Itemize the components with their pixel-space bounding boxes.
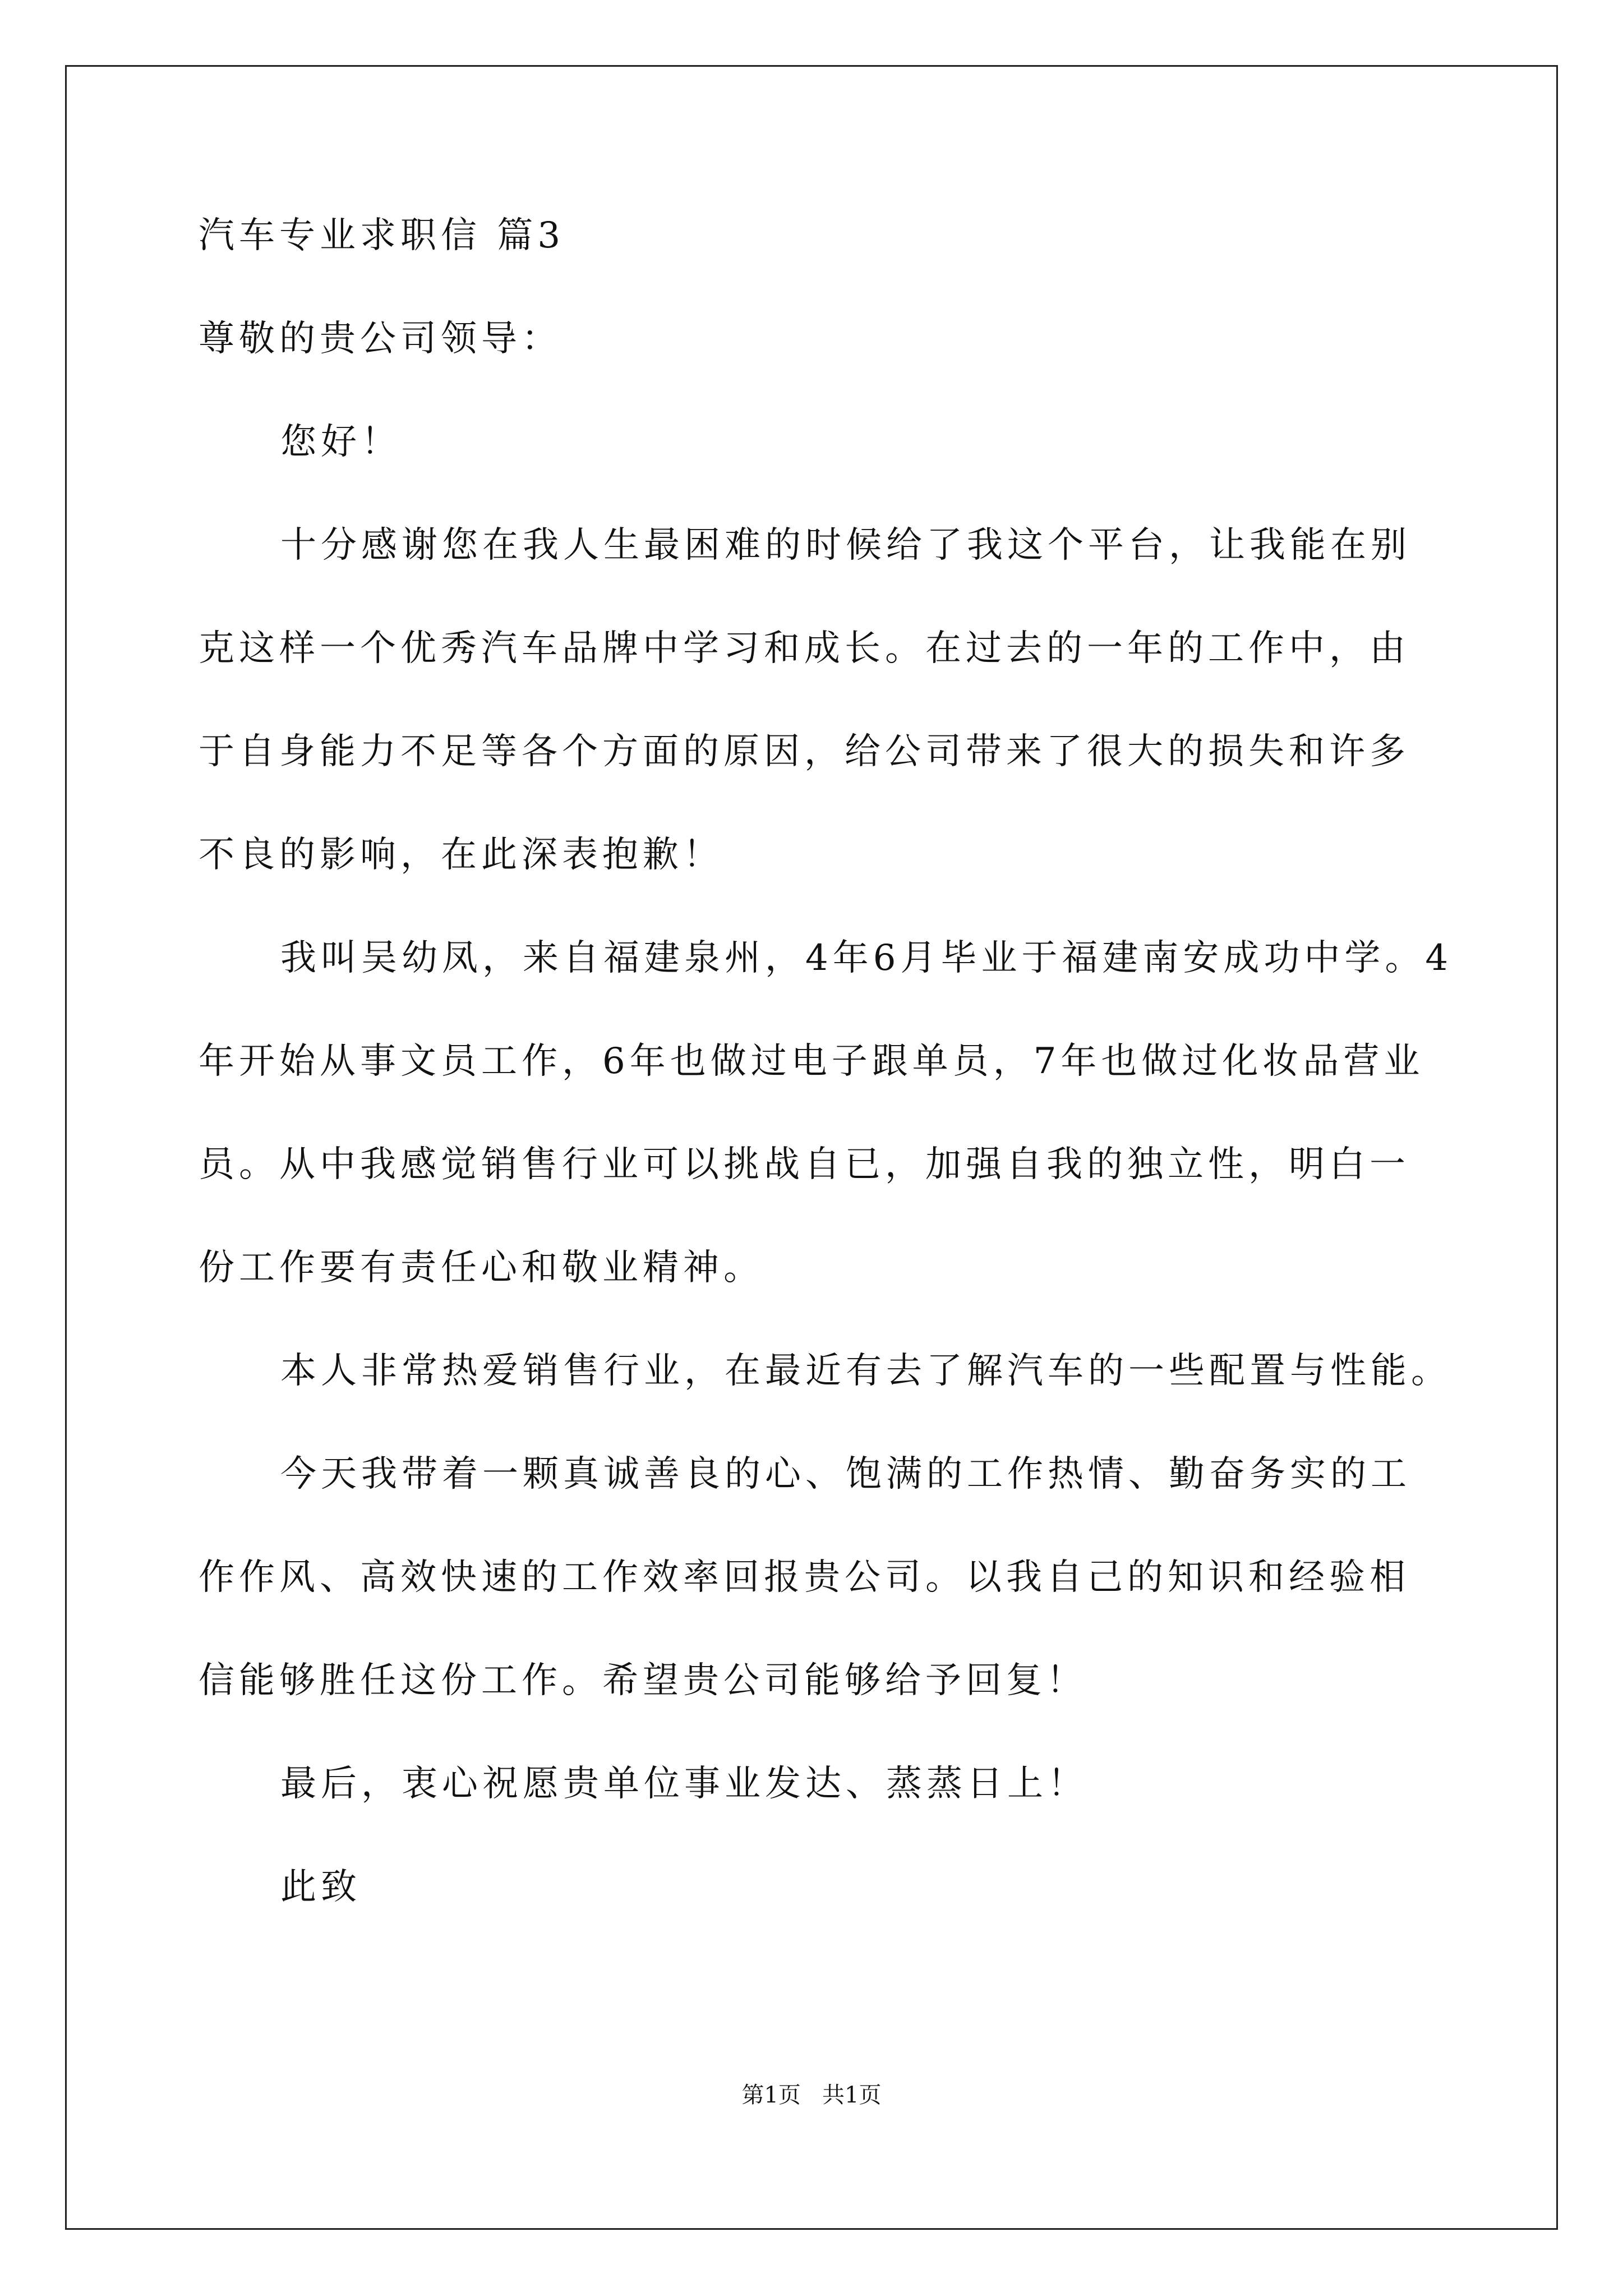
paragraph-line: 今天我带着一颗真诚善良的心、饱满的工作热情、勤奋务实的工 [280,1453,1411,1495]
paragraph-line: 十分感谢您在我人生最困难的时候给了我这个平台，让我能在别 [280,524,1411,566]
paragraph-line: 我叫吴幼凤，来自福建泉州，4年6月毕业于福建南安成功中学。4 [280,937,1453,979]
letter-heading: 汽车专业求职信 篇3 [199,215,565,256]
paragraph-line: 于自身能力不足等各个方面的原因，给公司带来了很大的损失和许多 [199,731,1410,772]
greeting-line: 您好！ [280,421,402,463]
paragraph-line: 份工作要有责任心和敬业精神。 [199,1247,764,1289]
salutation: 尊敬的贵公司领导： [199,318,562,360]
paragraph-line: 年开始从事文员工作，6年也做过电子跟单员，7年也做过化妆品营业 [199,1041,1424,1082]
closing-line: 此致 [280,1866,361,1908]
paragraph-line: 不良的影响，在此深表抱歉！ [199,834,723,876]
paragraph-line: 本人非常热爱销售行业，在最近有去了解汽车的一些配置与性能。 [280,1350,1451,1392]
paragraph-line: 员。从中我感觉销售行业可以挑战自已，加强自我的独立性，明白一 [199,1144,1410,1185]
paragraph-line: 信能够胜任这份工作。希望贵公司能够给予回复！ [199,1660,1087,1701]
paragraph-line: 作作风、高效快速的工作效率回报贵公司。以我自己的知识和经验相 [199,1557,1410,1598]
paragraph-line: 克这样一个优秀汽车品牌中学习和成长。在过去的一年的工作中，由 [199,628,1410,669]
paragraph-line: 最后，衷心祝愿贵单位事业发达、蒸蒸日上！ [280,1763,1088,1805]
page-footer [0,2081,1623,2109]
page-number: 第1页 共1页 [741,2082,882,2108]
